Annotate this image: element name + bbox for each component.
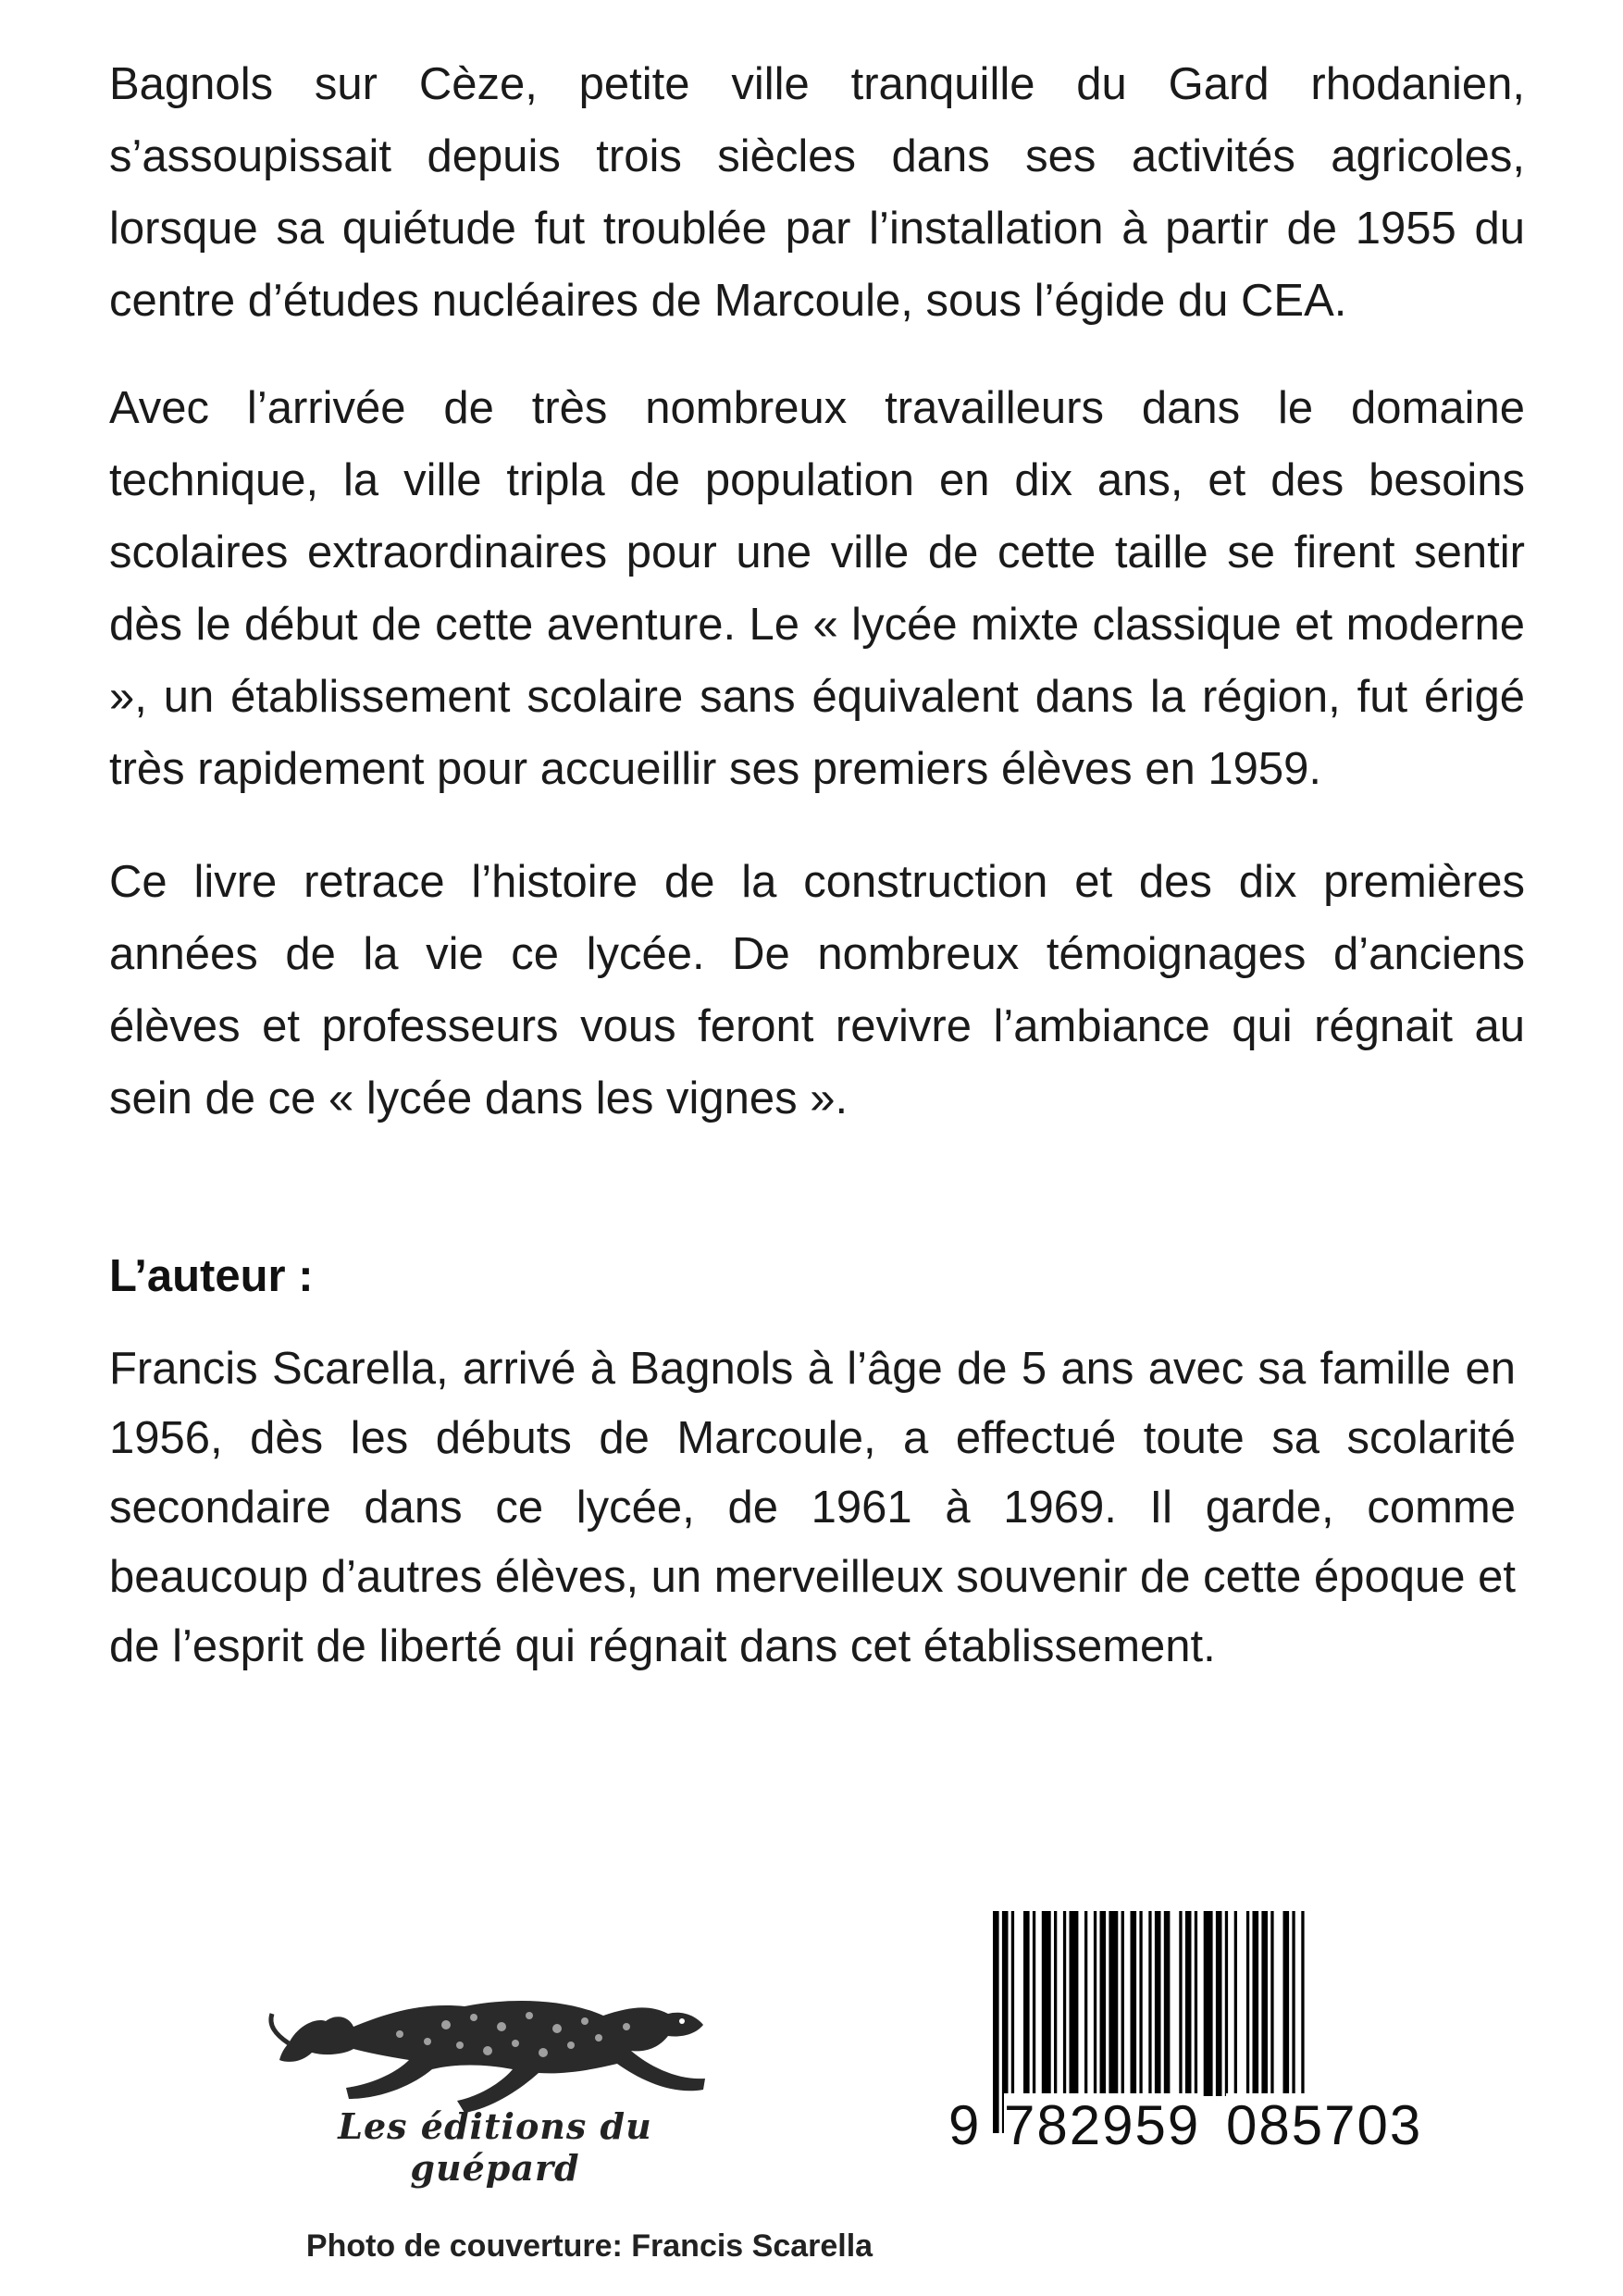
barcode-bar bbox=[1070, 1911, 1079, 2096]
barcode-bar bbox=[1270, 1911, 1273, 2096]
barcode-bar bbox=[1261, 1911, 1268, 2096]
author-heading: L’auteur : bbox=[109, 1251, 314, 1301]
barcode-bar bbox=[1054, 1911, 1057, 2096]
barcode-bar bbox=[1139, 1911, 1142, 2096]
photo-credit-text: Photo de couverture: Francis Scarella bbox=[305, 2228, 873, 2264]
barcode-bar bbox=[1164, 1911, 1171, 2096]
book-summary-paragraph bbox=[109, 846, 1525, 1135]
barcode-bar bbox=[1195, 1911, 1197, 2096]
barcode-bar bbox=[1100, 1911, 1107, 2096]
barcode-bar bbox=[1225, 1911, 1228, 2096]
history-paragraph bbox=[109, 372, 1525, 805]
barcode-bar bbox=[1234, 1911, 1237, 2096]
barcode-bar bbox=[1094, 1911, 1096, 2096]
barcode-bar bbox=[1185, 1911, 1192, 2096]
isbn-left-group: 782959 bbox=[1004, 2094, 1201, 2156]
barcode-bar bbox=[1084, 1911, 1087, 2096]
paragraph-text: Francis Scarella, arrivé à Bagnols à l’âge de 5 ans avec sa famille en 1956, dès les débuts de Marcoule, a effectué toute sa scolarité secondaire dans ce lycée, de 1961 à 1969. Il garde, comme beaucoup d’autres élèves, un merveilleux souvenir de cette époque et de l’esprit de liberté qui régnait dans cet établissement. bbox=[109, 1344, 1516, 1671]
intro-paragraph bbox=[109, 48, 1525, 337]
photo-credit bbox=[0, 2228, 1623, 2265]
paragraph-text: Avec l’arrivée de très nombreux travailleurs dans le domaine technique, la ville tripla de population en dix ans, et des besoins scolaires extraordinaires pour une ville de cette taille se firent sentir dès le début de cette aventure. Le « lycée mixte classique et moderne », un établissement scolaire sans équivalent dans la région, fut érigé très rapidement pour accueillir ses premiers élèves en 1959. bbox=[109, 383, 1525, 794]
barcode-bar bbox=[1283, 1911, 1290, 2096]
barcode-bar bbox=[1131, 1911, 1137, 2096]
barcode-bar bbox=[1292, 1911, 1295, 2096]
barcode-bar bbox=[1253, 1911, 1259, 2096]
paragraph-text: Ce livre retrace l’histoire de la construction et des dix premières années de la vie ce lycée. De nombreux témoignages d’anciens élèves et professeurs vous feront revivre l’ambiance qui régnait au sein de ce « lycée dans les vignes ». bbox=[109, 857, 1525, 1123]
publisher-name: Les éditions du guépard bbox=[338, 2105, 652, 2189]
barcode-bar bbox=[1216, 1911, 1222, 2096]
barcode-bar bbox=[1063, 1911, 1066, 2096]
isbn-right-group: 085703 bbox=[1226, 2094, 1423, 2156]
barcode-bar bbox=[1109, 1911, 1118, 2096]
barcode-bar bbox=[1011, 1911, 1014, 2096]
isbn-number bbox=[948, 2093, 1425, 2167]
barcode-bar bbox=[1121, 1911, 1124, 2096]
author-bio-paragraph bbox=[109, 1334, 1516, 1682]
barcode-bar bbox=[1179, 1911, 1182, 2096]
barcode-bar bbox=[1155, 1911, 1161, 2096]
barcode-bar bbox=[1246, 1911, 1249, 2096]
paragraph-text: Bagnols sur Cèze, petite ville tranquille du Gard rhodanien, s’assoupissait depuis trois siècles dans ses activités agricoles, lorsque sa quiétude fut troublée par l’installation à partir de 1955 du centre d’études nucléaires de Marcoule, sous l’égide du CEA. bbox=[109, 59, 1525, 326]
barcode-bar bbox=[1023, 1911, 1030, 2096]
barcode-bar bbox=[1033, 1911, 1035, 2096]
barcode-bar bbox=[1042, 1911, 1051, 2096]
barcode-bar bbox=[1204, 1911, 1213, 2096]
isbn-prefix: 9 bbox=[948, 2094, 980, 2156]
